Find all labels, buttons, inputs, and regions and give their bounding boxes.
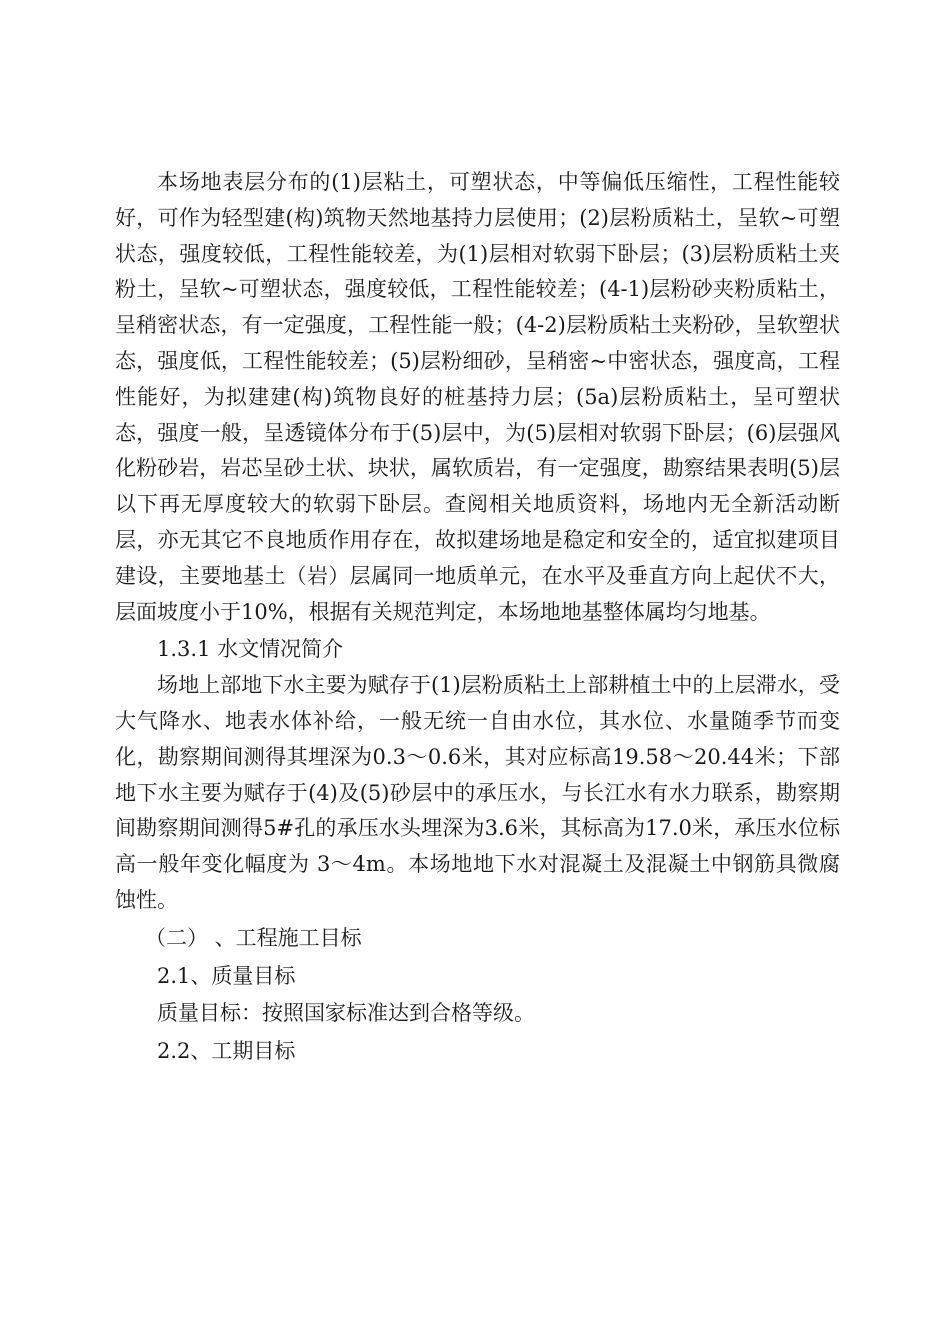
section-heading-quality-goal: 2.1、质量目标 <box>157 963 296 988</box>
document-content <box>115 165 840 1070</box>
section-heading-hydrology: 1.3.1 水文情况简介 <box>157 637 344 662</box>
hydrology-paragraph: 场地上部地下水主要为赋存于(1)层粉质粘土上部耕植土中的上层滞水，受大气降水、地表水体补给，一般无统一自由水位，其水位、水量随季节而变化，勘察期间测得其埋深为0.3～0.6米，其对应标高19.58～20.44米；下部地下水主要为赋存于(4)及(5)砂层中的承压水，与长江水有水力联系，勘察期间勘察期间测得5#孔的承压水头埋深为3.6米，其标高为17.0米，承压水位标高一般年变化幅度为 3～4m。本场地地下水对混凝土及混凝土中钢筋具微腐蚀性。 <box>115 673 840 912</box>
geology-paragraph: 本场地表层分布的(1)层粘土，可塑状态，中等偏低压缩性，工程性能较好，可作为轻型建(构)筑物天然地基持力层使用；(2)层粉质粘土，呈软~可塑状态，强度较低，工程性能较差，为(1)层相对软弱下卧层；(3)层粉质粘土夹粉土，呈软~可塑状态，强度较低，工程性能较差；(4-1)层粉砂夹粉质粘土，呈稍密状态，有一定强度，工程性能一般；(4-2)层粉质粘土夹粉砂，呈软塑状态，强度低，工程性能较差；(5)层粉细砂，呈稍密~中密状态，强度高，工程性能好，为拟建建(构)筑物良好的桩基持力层；(5a)层粉质粘土，呈可塑状态，强度一般，呈透镜体分布于(5)层中，为(5)层相对软弱下卧层；(6)层强风化粉砂岩，岩芯呈砂土状、块状，属软质岩，有一定强度，勘察结果表明(5)层以下再无厚度较大的软弱下卧层。查阅相关地质资料，场地内无全新活动断层，亦无其它不良地质作用存在，故拟建场地是稳定和安全的，适宜拟建项目建设，主要地基土（岩）层属同一地质单元，在水平及垂直方向上起伏不大，层面坡度小于10%，根据有关规范判定，本场地地基整体属均匀地基。 <box>115 170 840 624</box>
quality-goal-text: 质量目标：按照国家标准达到合格等级。 <box>157 1001 535 1026</box>
section-heading-construction-goals: （二） 、工程施工目标 <box>145 925 362 950</box>
section-heading-schedule-goal: 2.2、工期目标 <box>157 1039 296 1064</box>
